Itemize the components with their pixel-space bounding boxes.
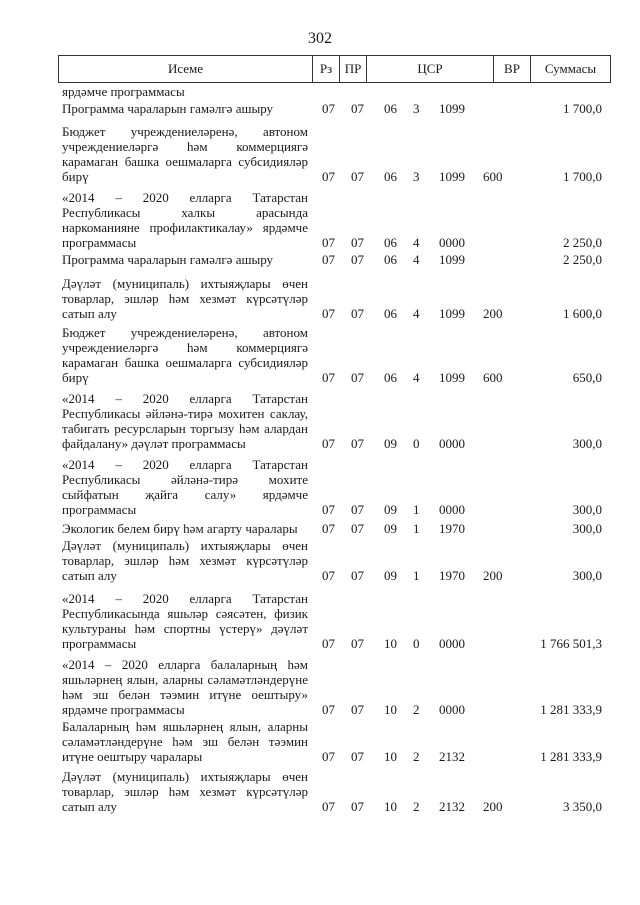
row-csr-2: 4 xyxy=(413,370,420,385)
table-row xyxy=(0,538,640,583)
row-csr-2: 3 xyxy=(413,169,420,184)
row-csr-1: 10 xyxy=(384,799,397,814)
table-row xyxy=(0,521,640,536)
row-rz: 07 xyxy=(322,749,335,764)
row-vr: 200 xyxy=(483,306,503,321)
table-row xyxy=(0,769,640,814)
row-sum: 3 350,0 xyxy=(563,799,602,814)
row-rz: 07 xyxy=(322,252,335,267)
row-pr: 07 xyxy=(351,436,364,451)
row-rz: 07 xyxy=(322,521,335,536)
row-pr: 07 xyxy=(351,169,364,184)
header-csr: ЦСР xyxy=(367,56,494,82)
row-vr: 600 xyxy=(483,370,503,385)
row-pr: 07 xyxy=(351,370,364,385)
row-csr-3: 0000 xyxy=(439,636,465,651)
row-sum: 300,0 xyxy=(572,568,602,583)
page-number: 302 xyxy=(308,30,332,47)
row-csr-3: 1099 xyxy=(439,370,465,385)
row-name: Экологик белем бирү һәм агарту чаралары xyxy=(62,521,298,536)
table-row xyxy=(0,190,640,250)
table-row xyxy=(0,391,640,451)
row-csr-2: 0 xyxy=(413,436,420,451)
row-sum: 1 766 501,3 xyxy=(540,636,602,651)
row-pr: 07 xyxy=(351,502,364,517)
row-csr-3: 1970 xyxy=(439,568,465,583)
row-sum: 300,0 xyxy=(572,436,602,451)
row-sum: 1 700,0 xyxy=(563,169,602,184)
row-vr: 600 xyxy=(483,169,503,184)
row-csr-1: 09 xyxy=(384,568,397,583)
row-csr-3: 0000 xyxy=(439,702,465,717)
row-name: «2014 – 2020 елларга Татарстан Республикасы әйләнә-тирә мохите сыйфатын җайга салу» ярдәмче программасы xyxy=(62,457,308,517)
row-csr-3: 1099 xyxy=(439,252,465,267)
row-rz: 07 xyxy=(322,502,335,517)
row-rz: 07 xyxy=(322,101,335,116)
row-csr-3: 1099 xyxy=(439,101,465,116)
row-sum: 1 600,0 xyxy=(563,306,602,321)
row-csr-1: 10 xyxy=(384,636,397,651)
row-csr-3: 0000 xyxy=(439,235,465,250)
row-sum: 1 281 333,9 xyxy=(540,749,602,764)
row-csr-2: 1 xyxy=(413,502,420,517)
row-rz: 07 xyxy=(322,636,335,651)
continuation-row xyxy=(0,84,640,99)
row-sum: 2 250,0 xyxy=(563,235,602,250)
row-vr: 200 xyxy=(483,799,503,814)
row-csr-2: 2 xyxy=(413,702,420,717)
row-csr-3: 0000 xyxy=(439,502,465,517)
row-csr-1: 09 xyxy=(384,521,397,536)
row-rz: 07 xyxy=(322,799,335,814)
row-csr-2: 2 xyxy=(413,799,420,814)
table-row xyxy=(0,591,640,651)
row-rz: 07 xyxy=(322,169,335,184)
row-name: «2014 – 2020 елларга Татарстан Республикасы халкы арасында наркоманияне профилактикалау» ярдәмче программасы xyxy=(62,190,308,250)
row-name: Дәүләт (муниципаль) ихтыяҗлары өчен товарлар, эшләр һәм хезмәт күрсәтүләр сатып алу xyxy=(62,538,308,583)
table-row xyxy=(0,252,640,267)
row-sum: 1 281 333,9 xyxy=(540,702,602,717)
row-name: Бюджет учреждениеләренә, автоном учреждениеләргә һәм коммерциягә карамаган башка оешмаларга субсидияләр бирү xyxy=(62,124,308,184)
table-row xyxy=(0,124,640,184)
header-name: Исеме xyxy=(59,56,313,82)
row-csr-1: 06 xyxy=(384,306,397,321)
row-csr-1: 06 xyxy=(384,370,397,385)
row-name: Программа чараларын гамәлгә ашыру xyxy=(62,252,274,267)
row-csr-1: 06 xyxy=(384,252,397,267)
row-sum: 300,0 xyxy=(572,502,602,517)
row-pr: 07 xyxy=(351,749,364,764)
row-csr-1: 09 xyxy=(384,502,397,517)
row-rz: 07 xyxy=(322,436,335,451)
row-name: «2014 – 2020 елларга балаларның һәм яшьләрнең ялын, аларны сәламәтләндерүне һәм эш белән тәэмин итүне оештыру» ярдәмче программасы xyxy=(62,657,308,717)
header-rz: Рз xyxy=(313,56,340,82)
row-csr-2: 4 xyxy=(413,235,420,250)
row-csr-2: 3 xyxy=(413,101,420,116)
row-name: «2014 – 2020 елларга Татарстан Республикасы әйләнә-тирә мохитен саклау, табигать ресурсларын торгызу һәм алардан файдалану» дәүләт программасы xyxy=(62,391,308,451)
row-rz: 07 xyxy=(322,702,335,717)
row-pr: 07 xyxy=(351,252,364,267)
header-vr: ВР xyxy=(494,56,531,82)
row-name: Балаларның һәм яшьләрнең ялын, аларны сәламәтләндерүне һәм эш белән тәэмин итүне оештыру чаралары xyxy=(62,719,308,764)
row-sum: 2 250,0 xyxy=(563,252,602,267)
table-row xyxy=(0,325,640,385)
header-sum: Суммасы xyxy=(544,61,597,76)
header-pr: ПР xyxy=(340,56,367,82)
row-csr-1: 09 xyxy=(384,436,397,451)
row-pr: 07 xyxy=(351,702,364,717)
row-sum: 1 700,0 xyxy=(563,101,602,116)
table-row xyxy=(0,657,640,717)
row-csr-3: 2132 xyxy=(439,749,465,764)
row-csr-1: 06 xyxy=(384,101,397,116)
row-csr-1: 10 xyxy=(384,749,397,764)
row-pr: 07 xyxy=(351,799,364,814)
row-sum: 650,0 xyxy=(572,370,602,385)
row-rz: 07 xyxy=(322,370,335,385)
table-row xyxy=(0,719,640,764)
table-row xyxy=(0,457,640,517)
row-csr-3: 1099 xyxy=(439,169,465,184)
row-csr-2: 0 xyxy=(413,636,420,651)
row-vr: 200 xyxy=(483,568,503,583)
row-csr-2: 1 xyxy=(413,568,420,583)
row-csr-2: 4 xyxy=(413,306,420,321)
row-pr: 07 xyxy=(351,235,364,250)
row-csr-2: 2 xyxy=(413,749,420,764)
row-csr-1: 06 xyxy=(384,235,397,250)
row-name: Дәүләт (муниципаль) ихтыяҗлары өчен товарлар, эшләр һәм хезмәт күрсәтүләр сатып алу xyxy=(62,276,308,321)
row-name: Дәүләт (муниципаль) ихтыяҗлары өчен товарлар, эшләр һәм хезмәт күрсәтүләр сатып алу xyxy=(62,769,308,814)
row-csr-3: 1099 xyxy=(439,306,465,321)
row-pr: 07 xyxy=(351,636,364,651)
row-csr-2: 1 xyxy=(413,521,420,536)
row-pr: 07 xyxy=(351,521,364,536)
row-csr-2: 4 xyxy=(413,252,420,267)
row-csr-3: 2132 xyxy=(439,799,465,814)
row-pr: 07 xyxy=(351,568,364,583)
row-rz: 07 xyxy=(322,235,335,250)
row-name: Программа чараларын гамәлгә ашыру xyxy=(62,101,274,116)
row-pr: 07 xyxy=(351,306,364,321)
row-sum: 300,0 xyxy=(572,521,602,536)
table-row xyxy=(0,101,640,116)
continuation-text: ярдәмче программасы xyxy=(62,84,185,99)
table-row xyxy=(0,276,640,321)
row-rz: 07 xyxy=(322,306,335,321)
row-csr-1: 06 xyxy=(384,169,397,184)
row-csr-3: 0000 xyxy=(439,436,465,451)
row-rz: 07 xyxy=(322,568,335,583)
row-csr-3: 1970 xyxy=(439,521,465,536)
row-name: Бюджет учреждениеләренә, автоном учреждениеләргә һәм коммерциягә карамаган башка оешмаларга субсидияләр бирү xyxy=(62,325,308,385)
row-csr-1: 10 xyxy=(384,702,397,717)
row-name: «2014 – 2020 елларга Татарстан Республикасында яшьләр сәясәтен, физик культураны һәм спортны үстерү» дәүләт программасы xyxy=(62,591,308,651)
row-pr: 07 xyxy=(351,101,364,116)
